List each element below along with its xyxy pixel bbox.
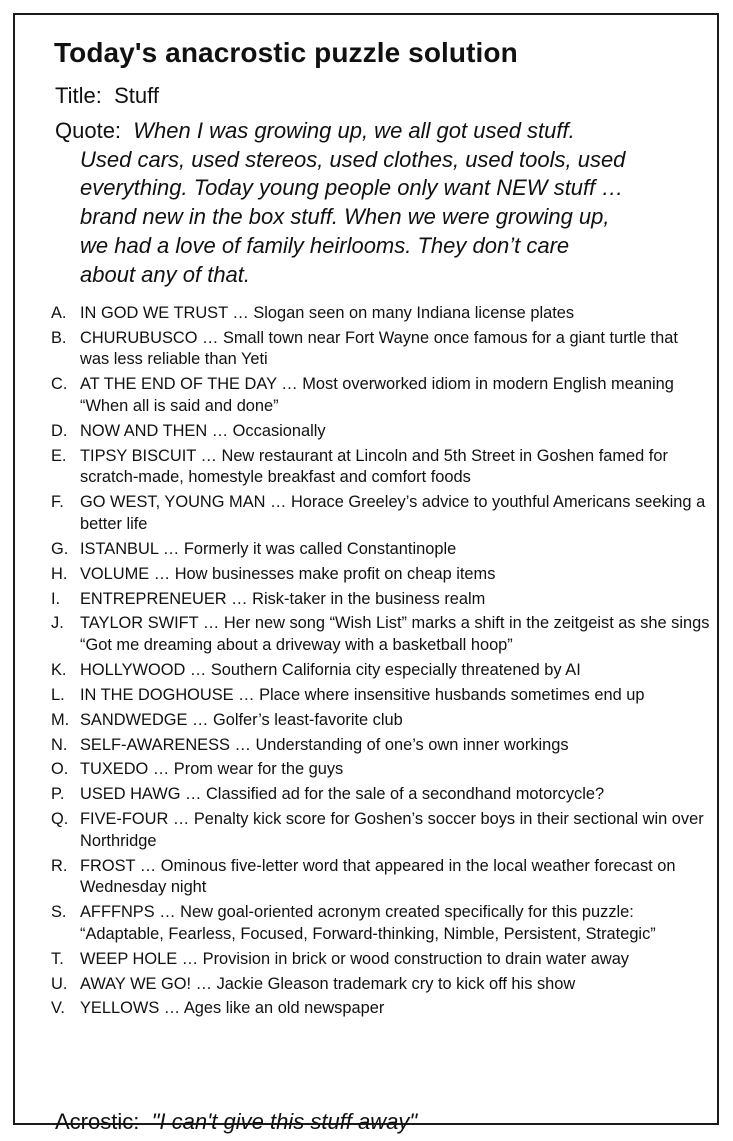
clue-text: ISTANBUL … Formerly it was called Constantinople xyxy=(80,539,457,558)
clue-letter: P. xyxy=(51,785,65,804)
clue-text: TAYLOR SWIFT … Her new song “Wish List” marks a shift in the zeitgeist as she sings “Got me dreaming about a driveway with a basketball hoop” xyxy=(80,614,710,654)
clue-letter: U. xyxy=(51,974,68,993)
quote-line: Used cars, used stereos, used clothes, used tools, used xyxy=(80,146,626,172)
clue-text: ENTREPRENEUER … Risk-taker in the business realm xyxy=(80,589,486,608)
clue-item xyxy=(51,974,711,996)
acrostic-answer: "I can't give this stuff away" xyxy=(151,1109,418,1134)
clue-item xyxy=(51,998,711,1020)
clue-item xyxy=(51,809,711,852)
clue-letter: S. xyxy=(51,903,67,922)
title-line xyxy=(55,83,159,109)
clue-list xyxy=(51,303,711,1023)
clue-text: AWAY WE GO! … Jackie Gleason trademark cry to kick off his show xyxy=(80,974,576,993)
clue-text: SELF-AWARENESS … Understanding of one’s own inner workings xyxy=(80,735,569,754)
clue-item xyxy=(51,949,711,971)
clue-letter: Q. xyxy=(51,810,69,829)
clue-letter: C. xyxy=(51,375,68,394)
clue-item xyxy=(51,492,711,535)
clue-item xyxy=(51,784,711,806)
clue-text: NOW AND THEN … Occasionally xyxy=(80,421,326,440)
quote-line: we had a love of family heirlooms. They don’t care xyxy=(80,232,570,258)
acrostic-label: Acrostic: xyxy=(55,1109,140,1134)
clue-text: YELLOWS … Ages like an old newspaper xyxy=(80,999,385,1018)
clue-letter: G. xyxy=(51,539,69,558)
clue-item xyxy=(51,564,711,586)
clue-item xyxy=(51,856,711,899)
clue-text: TUXEDO … Prom wear for the guys xyxy=(80,760,344,779)
clue-item xyxy=(51,613,711,656)
clue-item xyxy=(51,303,711,325)
acrostic-line xyxy=(55,1109,417,1135)
clue-letter: D. xyxy=(51,421,68,440)
clue-letter: H. xyxy=(51,564,68,583)
clue-letter: I. xyxy=(51,589,61,608)
clue-letter: L. xyxy=(51,685,65,704)
quote-line: When I was growing up, we all got used stuff. xyxy=(133,118,575,143)
clue-letter: R. xyxy=(51,856,68,875)
clue-letter: N. xyxy=(51,735,68,754)
clue-letter: A. xyxy=(51,304,67,322)
clue-text: AFFFNPS … New goal-oriented acronym created specifically for this puzzle: “Adaptable, Fearless, Focused, Forward-thinking, Nimble, Persistent, Strategic” xyxy=(80,903,656,943)
quote-text xyxy=(55,118,715,289)
clue-item xyxy=(51,589,711,611)
clue-item xyxy=(51,660,711,682)
clue-letter: J. xyxy=(51,614,64,633)
quote-line: about any of that. xyxy=(80,261,251,287)
clue-text: IN GOD WE TRUST … Slogan seen on many Indiana license plates xyxy=(80,304,575,322)
clue-item xyxy=(51,328,711,371)
puzzle-frame xyxy=(13,13,719,1134)
clue-text: FROST … Ominous five-letter word that appeared in the local weather forecast on Wednesday night xyxy=(80,856,676,897)
clue-letter: O. xyxy=(51,760,69,779)
clue-text: TIPSY BISCUIT … New restaurant at Lincoln and 5th Street in Goshen famed for scratch-made, homestyle breakfast and comfort foods xyxy=(80,446,668,487)
clue-item xyxy=(51,735,711,757)
clue-letter: T. xyxy=(51,949,64,968)
clue-text: USED HAWG … Classified ad for the sale of a secondhand motorcycle? xyxy=(80,785,605,804)
clue-item xyxy=(51,902,711,945)
quote-line: brand new in the box stuff. When we were growing up, xyxy=(80,204,610,230)
quote-block xyxy=(55,117,715,289)
clue-text: HOLLYWOOD … Southern California city especially threatened by AI xyxy=(80,660,581,679)
clue-letter: B. xyxy=(51,328,67,347)
clue-text: GO WEST, YOUNG MAN … Horace Greeley’s advice to youthful Americans seeking a better life xyxy=(80,493,706,533)
clue-text: WEEP HOLE … Provision in brick or wood construction to drain water away xyxy=(80,949,630,968)
quote-line: everything. Today young people only want NEW stuff … xyxy=(80,175,624,201)
clue-item xyxy=(51,421,711,443)
quote-label: Quote: xyxy=(55,118,122,143)
clue-item xyxy=(51,710,711,732)
clue-letter: F. xyxy=(51,493,64,512)
clue-item xyxy=(51,685,711,707)
clue-item xyxy=(51,374,711,417)
clue-letter: E. xyxy=(51,446,67,465)
clue-text: SANDWEDGE … Golfer’s least-favorite club xyxy=(80,710,403,729)
clue-item xyxy=(51,446,711,489)
clue-item xyxy=(51,759,711,781)
clue-letter: V. xyxy=(51,999,65,1018)
page-title: Today's anacrostic puzzle solution xyxy=(54,37,518,68)
clue-text: IN THE DOGHOUSE … Place where insensitive husbands sometimes end up xyxy=(80,685,645,704)
clue-text: AT THE END OF THE DAY … Most overworked idiom in modern English meaning “When all is said and done” xyxy=(80,375,674,415)
clue-text: CHURUBUSCO … Small town near Fort Wayne once famous for a giant turtle that was less reliable than Yeti xyxy=(80,328,678,369)
clue-text: VOLUME … How businesses make profit on cheap items xyxy=(80,564,496,583)
title-value: Stuff xyxy=(114,83,159,108)
clue-letter: K. xyxy=(51,660,67,679)
clue-item xyxy=(51,539,711,561)
clue-text: FIVE-FOUR … Penalty kick score for Goshen’s soccer boys in their sectional win over Northridge xyxy=(80,810,704,850)
title-label: Title: xyxy=(55,83,102,108)
clue-letter: M. xyxy=(51,710,70,729)
